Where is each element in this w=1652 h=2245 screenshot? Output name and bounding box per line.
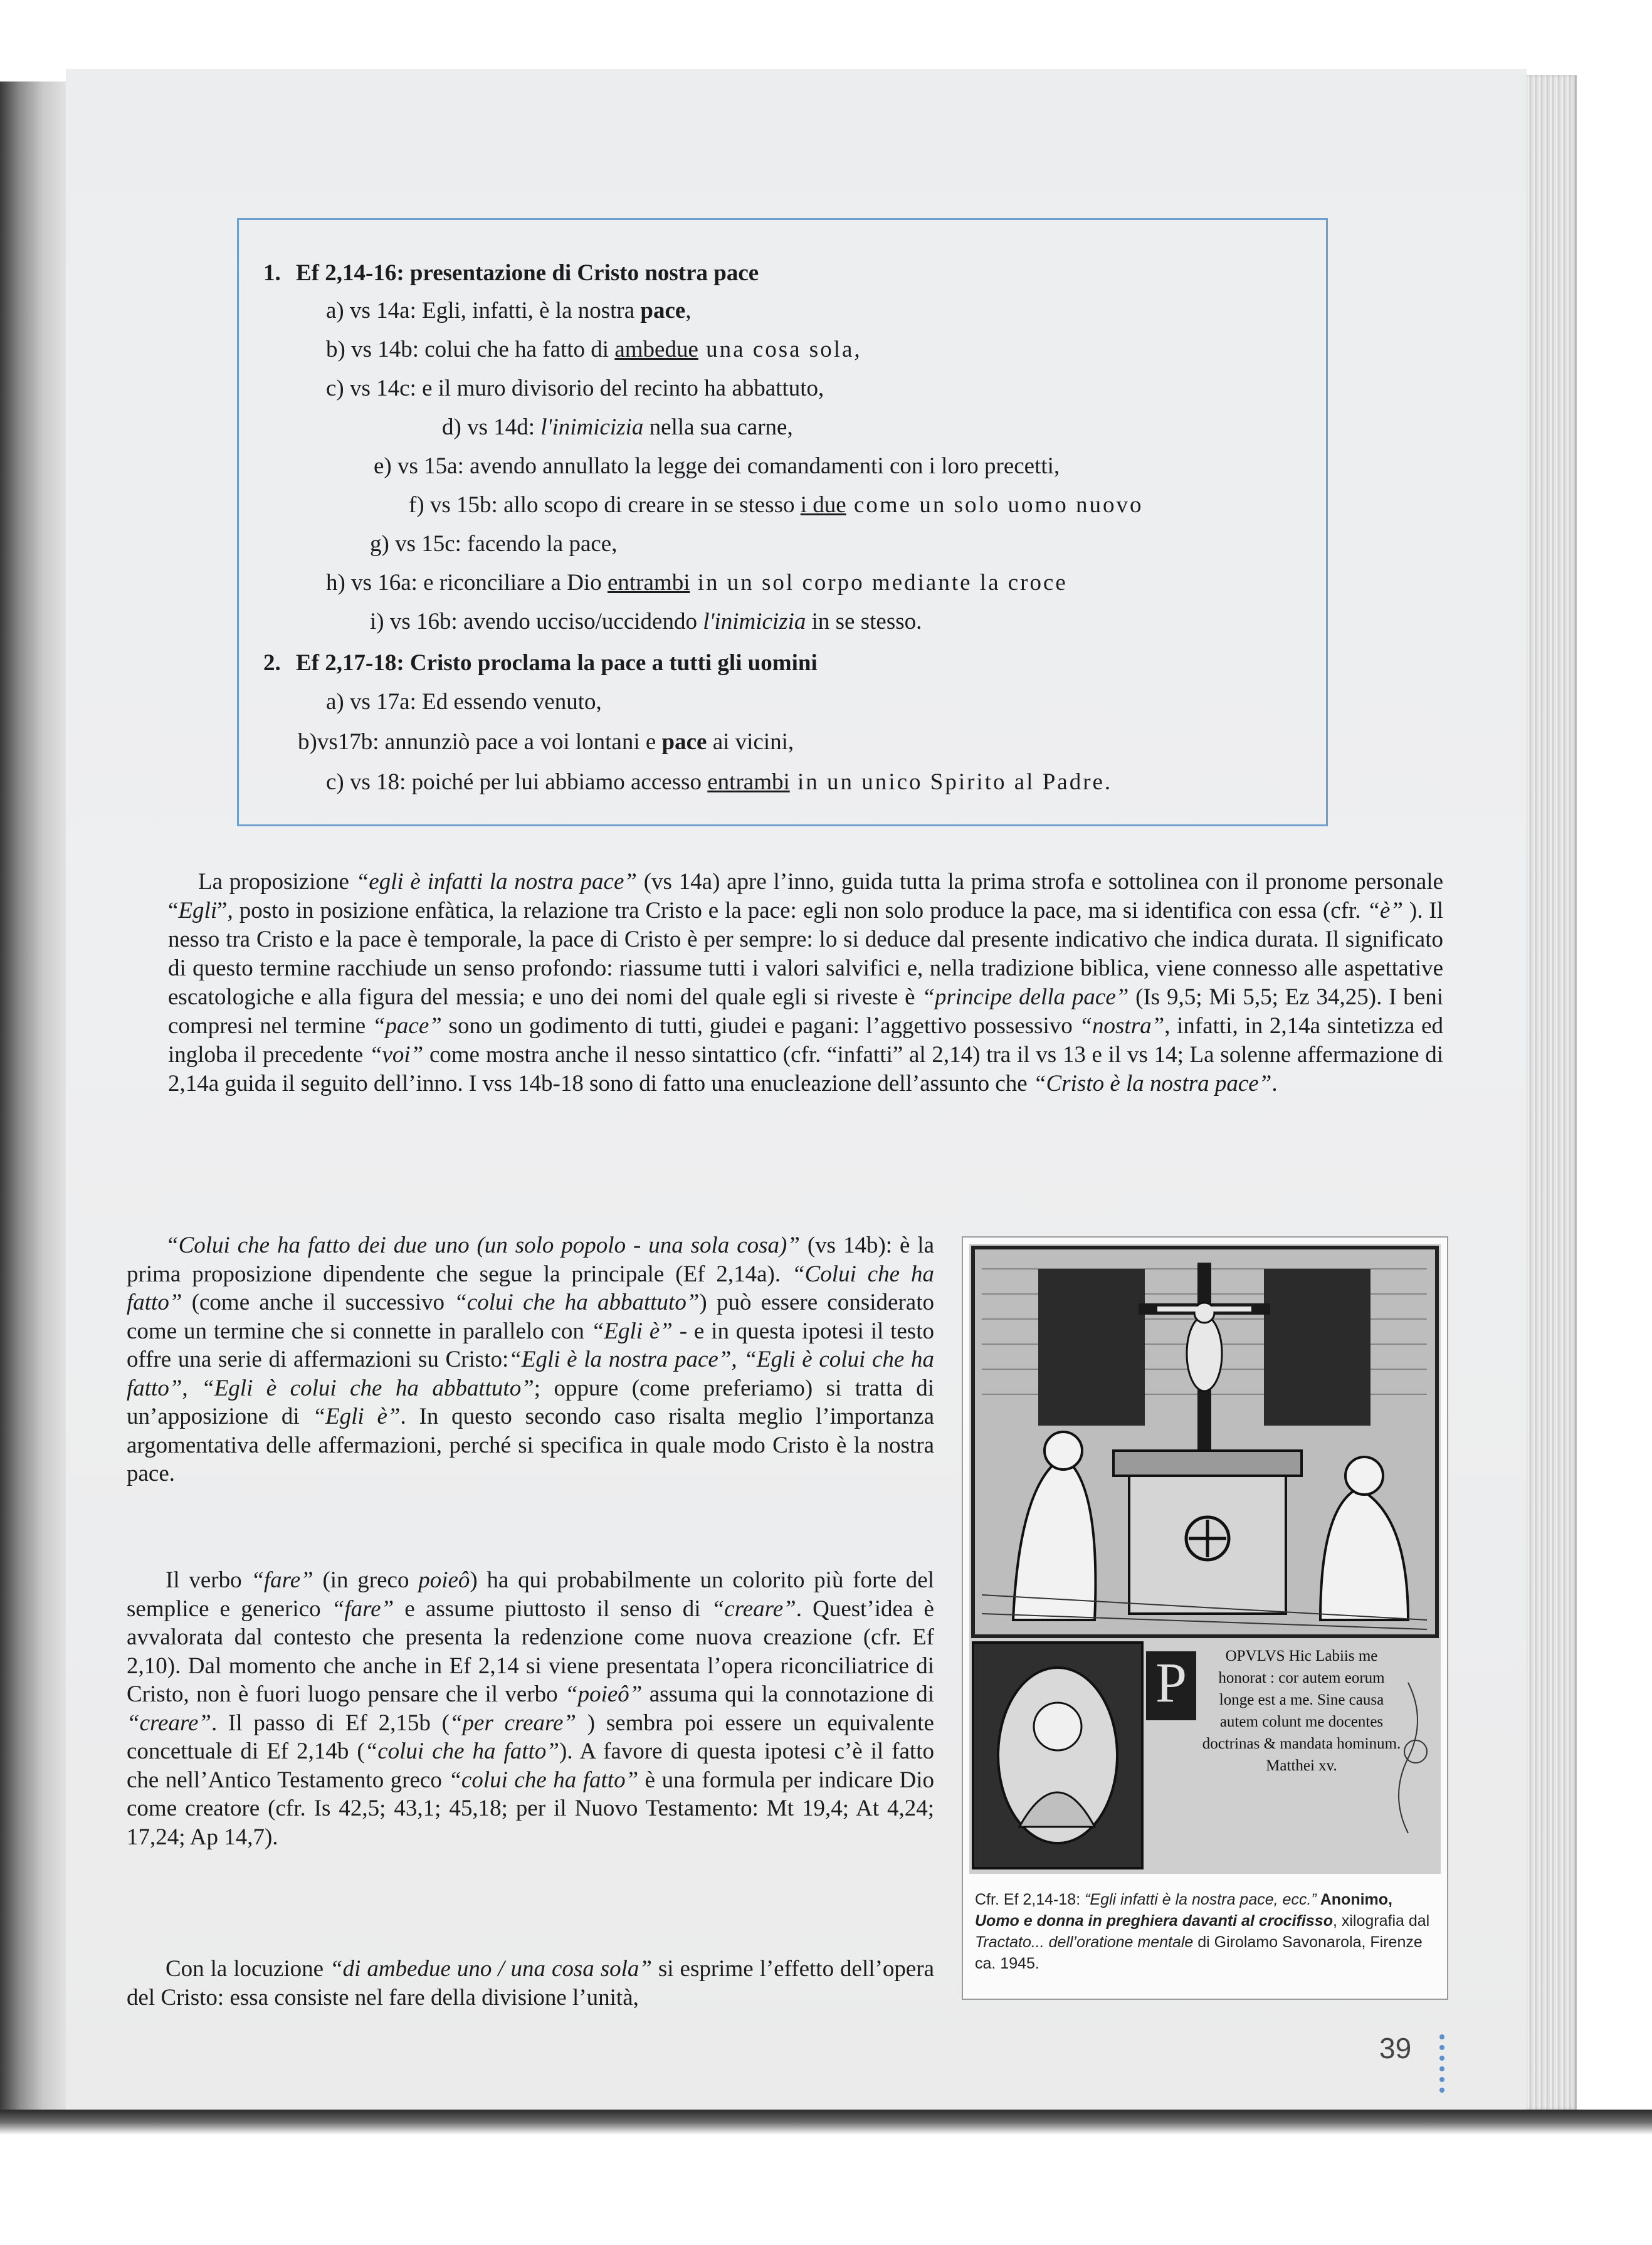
outline-item: c) vs 14c: e il muro divisorio del recinto ha abbattuto, <box>326 376 824 401</box>
text-run: assuma qui la connotazione di <box>642 1681 934 1707</box>
text-run: (come anche il successivo <box>182 1290 455 1315</box>
text-run: “Egli è colui che ha fatto” <box>127 1347 934 1401</box>
text-run: , infatti, in 2,14a sintetizza ed ingloba il precedente <box>168 1013 1443 1068</box>
outline-item: i) vs 16b: avendo ucciso/uccidendo l'inimicizia in se stesso. <box>370 609 922 634</box>
text-run: “Egli è colui che ha abbattuto” <box>201 1375 534 1401</box>
text-run: “di ambedue uno / una cosa sola” <box>330 1956 652 1982</box>
text-run: “creare” <box>127 1710 211 1736</box>
text-run: . <box>1271 1071 1278 1096</box>
text-run: “creare” <box>711 1596 796 1622</box>
outline-item: a) vs 14a: Egli, infatti, è la nostra pace, <box>326 298 692 323</box>
text-run: (in greco <box>313 1567 419 1593</box>
text-run: . In questo secondo caso risalta meglio l’importanza argomentativa delle affermazioni, perché si specifica in quale modo Cristo è la nostra pace. <box>127 1404 934 1486</box>
text-run: “colui che ha fatto” <box>448 1767 639 1793</box>
outline-item: d) vs 14d: l'inimicizia nella sua carne, <box>442 414 793 440</box>
page-number-dots <box>1439 2034 1444 2098</box>
text-run: “poieô” <box>565 1681 643 1707</box>
text-run: “Egli infatti è la nostra pace, ecc.” <box>1085 1891 1317 1908</box>
paragraph-2 <box>127 1231 934 1488</box>
text-run: ) ha qui probabilmente un colorito più forte del semplice e generico <box>127 1567 934 1622</box>
text-run: di Girolamo Savonarola, Firenze ca. 1945. <box>975 1933 1423 1972</box>
outline-item: f) vs 15b: allo scopo di creare in se stesso i due come un solo uomo nuovo <box>409 492 1144 518</box>
text-run: “è” <box>1367 898 1403 923</box>
text-run: “Colui che ha fatto” <box>127 1261 934 1315</box>
text-run: “egli è infatti la nostra pace” <box>355 869 637 895</box>
text-run: “pace” <box>372 1013 442 1039</box>
text-run: “Egli è la nostra pace” <box>508 1347 732 1372</box>
paragraph-4 <box>127 1955 934 2012</box>
text-run: “fare” <box>331 1596 394 1622</box>
outline-heading-2: 2. Ef 2,17-18: Cristo proclama la pace a tutti gli uomini <box>263 650 818 676</box>
text-run: ). A favore di questa ipotesi c’è il fatto che nell’Antico Testamento greco <box>127 1738 934 1793</box>
paragraph-1 <box>168 868 1443 1098</box>
text-run: sono un godimento di tutti, giudei e pagani: l’aggettivo possessivo <box>441 1013 1080 1039</box>
text-run: La proposizione <box>198 869 356 895</box>
book-spine <box>0 81 66 2110</box>
scan-background <box>0 0 1652 44</box>
outline-item: h) vs 16a: e riconciliare a Dio entrambi in un sol corpo mediante la croce <box>326 570 1068 596</box>
text-run: Cfr. Ef 2,14-18: <box>975 1891 1085 1908</box>
text-run: Con la locuzione <box>166 1956 330 1982</box>
text-run: “colui che ha abbattuto” <box>454 1290 700 1315</box>
text-run: è una formula per indicare Dio come creatore (cfr. Is 42,5; 43,1; 45,18; per il Nuovo Testamento: Mt 19,4; At 4,24; 17,24; Ap 14,7). <box>127 1767 934 1850</box>
text-run: “principe della pace” <box>922 984 1129 1010</box>
text-run: ) può essere considerato come un termine che si connette in parallelo con <box>127 1290 934 1344</box>
text-run: “per creare” <box>449 1710 577 1736</box>
text-run: ). Il nesso tra Cristo e la pace è temporale, la pace di Cristo è per sempre: lo si deduce dal presente indicativo che indica durata. Il significato di questo termine racchiude un senso profondo: riassume tutti i valori salvifici e, nella tradizione biblica, viene connesso alle aspettative escatologiche e alla figura del messia; e uno dei nomi del quale egli si riveste è <box>168 898 1443 1010</box>
text-run: “colui che ha fatto” <box>364 1738 559 1764</box>
page-edges <box>1527 75 1577 2110</box>
text-run: “Egli è” <box>312 1404 401 1429</box>
outline-item: c) vs 18: poiché per lui abbiamo accesso entrambi in un unico Spirito al Padre. <box>326 769 1113 795</box>
bottom-shadow <box>0 2110 1652 2135</box>
text-run: “Cristo è la nostra pace” <box>1033 1071 1272 1096</box>
outline-item: e) vs 15a: avendo annullato la legge dei comandamenti con i loro precetti, <box>374 453 1060 479</box>
text-run: (vs 14b): è la prima proposizione dipendente che segue la principale (Ef 2,14a). <box>127 1233 934 1287</box>
text-run: e assume piuttosto il senso di <box>394 1596 712 1622</box>
text-run: come mostra anche il nesso sintattico (cfr. “infatti” al 2,14) tra il vs 13 e il vs 14; La solenne affermazione di 2,14a guida il seguito dell’inno. I vss 14b-18 sono di fatto una enucleazione dell’assunto che <box>168 1042 1443 1096</box>
text-run: Uomo e donna in preghiera davanti al crocifisso <box>975 1912 1333 1930</box>
text-run: “Egli è” <box>591 1318 673 1344</box>
page-number: 39 <box>1379 2032 1412 2064</box>
text-run: si esprime l’effetto dell’opera del Cristo: essa consiste nel fare della divisione l’unità, <box>127 1956 934 2011</box>
outline-item: a) vs 17a: Ed essendo venuto, <box>326 689 602 715</box>
woodcut-text: OPVLVS Hic Labiis me honorat : cor autem eorum longe est a me. Sine causa autem colunt me docentes doctrinas & mandata hominum. Matthei xv. <box>1202 1648 1401 1774</box>
text-run: ) sembra poi essere un equivalente concettuale di Ef 2,14b ( <box>127 1710 934 1764</box>
text-run: “Colui che ha fatto dei due uno (un solo popolo - una sola cosa)” <box>166 1233 800 1258</box>
text-run: . Il passo di Ef 2,15b ( <box>211 1710 450 1736</box>
text-run: “voi” <box>369 1042 424 1068</box>
text-run: - e in questa ipotesi il testo offre una serie di affermazioni su Cristo: <box>127 1318 934 1372</box>
text-run: Anonimo, <box>1316 1891 1392 1908</box>
text-run: ; oppure (come preferiamo) si tratta di un’apposizione di <box>127 1375 935 1429</box>
paragraph-3 <box>127 1566 934 1851</box>
text-run: ”, posto in posizione enfàtica, la relazione tra Cristo e la pace: egli non solo produce la pace, ma si identifica con essa (cfr. <box>217 898 1367 923</box>
outline-item: b)vs17b: annunziò pace a voi lontani e pace ai vicini, <box>298 729 794 755</box>
text-run: Egli <box>178 898 218 923</box>
text-run: , <box>182 1375 202 1401</box>
text-run: Tractato... dell’oratione mentale <box>975 1933 1194 1951</box>
outline-item: g) vs 15c: facendo la pace, <box>370 531 618 557</box>
text-run: , xilografia dal <box>1332 1912 1430 1930</box>
svg-text:P: P <box>1155 1652 1187 1714</box>
text-run: “fare” <box>251 1567 313 1593</box>
text-run: (vs 14a) apre l’inno, guida tutta la prima strofa e sottolinea con il pronome personale “ <box>168 869 1444 923</box>
text-run: Il verbo <box>166 1567 251 1593</box>
text-run: (Is 9,5; Mi 5,5; Ez 34,25). I beni compresi nel termine <box>168 984 1443 1039</box>
outline-heading-1: 1. Ef 2,14-16: presentazione di Cristo nostra pace <box>263 260 759 286</box>
text-run: “nostra” <box>1079 1013 1165 1039</box>
figure-caption <box>975 1889 1438 1974</box>
woodcut-image <box>969 1244 1441 1874</box>
text-run: , <box>731 1347 744 1372</box>
text-run: . Quest’idea è avvalorata dal contesto che presenta la redenzione come nuova creazione (cfr. Ef 2,10). Dal momento che anche in Ef 2,14 si viene presentata l’opera riconciliatrice di Cristo, non è fuori luogo pensare che il verbo <box>127 1596 934 1707</box>
text-run: poieô <box>418 1567 470 1593</box>
outline-item: b) vs 14b: colui che ha fatto di ambedue una cosa sola, <box>326 337 862 362</box>
